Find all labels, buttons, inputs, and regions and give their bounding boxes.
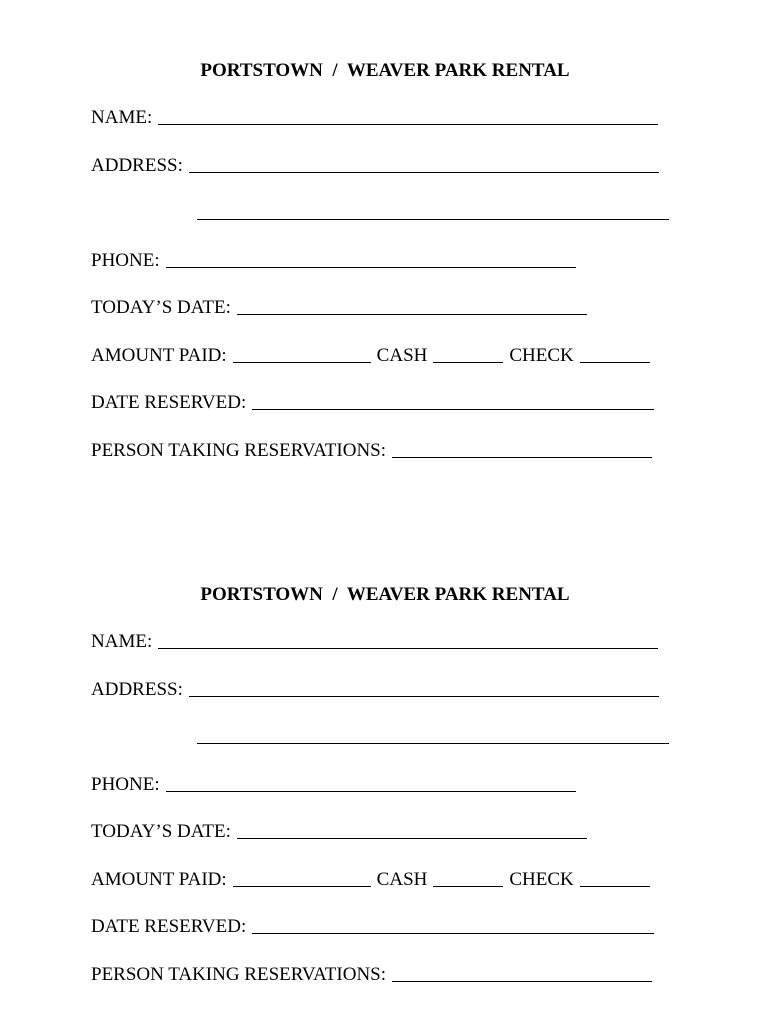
person-taking-row [91, 964, 652, 986]
amount-paid-label: AMOUNT PAID: [91, 345, 227, 366]
address-line-2[interactable] [197, 218, 669, 220]
cash-label: CASH [376, 345, 428, 366]
address-blank[interactable] [189, 680, 659, 697]
person-taking-blank[interactable] [392, 441, 652, 458]
address-row [91, 679, 659, 701]
date-reserved-label: DATE RESERVED: [91, 916, 247, 937]
phone-row [91, 250, 576, 272]
amount-paid-blank[interactable] [233, 870, 371, 887]
check-blank[interactable] [580, 870, 650, 887]
todays-date-blank[interactable] [237, 822, 587, 839]
name-label: NAME: [91, 631, 153, 652]
amount-paid-row [91, 345, 650, 367]
name-row [91, 631, 658, 653]
phone-row [91, 774, 576, 796]
cash-blank[interactable] [433, 870, 503, 887]
form-title: PORTSTOWN / WEAVER PARK RENTAL [200, 60, 570, 81]
check-blank[interactable] [580, 346, 650, 363]
form-title: PORTSTOWN / WEAVER PARK RENTAL [200, 584, 570, 605]
amount-paid-row [91, 869, 650, 891]
cash-label: CASH [376, 869, 428, 890]
phone-blank[interactable] [166, 775, 576, 792]
amount-paid-blank[interactable] [233, 346, 371, 363]
address-label: ADDRESS: [91, 679, 183, 700]
address-row [91, 155, 659, 177]
todays-date-label: TODAY’S DATE: [91, 297, 231, 318]
address-line-2[interactable] [197, 742, 669, 744]
phone-label: PHONE: [91, 774, 160, 795]
date-reserved-blank[interactable] [252, 393, 654, 410]
address-label: ADDRESS: [91, 155, 183, 176]
todays-date-label: TODAY’S DATE: [91, 821, 231, 842]
name-blank[interactable] [158, 108, 658, 125]
amount-paid-label: AMOUNT PAID: [91, 869, 227, 890]
date-reserved-blank[interactable] [252, 917, 654, 934]
todays-date-row [91, 297, 587, 319]
name-row [91, 107, 658, 129]
check-label: CHECK [509, 345, 574, 366]
todays-date-row [91, 821, 587, 843]
name-blank[interactable] [158, 632, 658, 649]
person-taking-blank[interactable] [392, 965, 652, 982]
person-taking-label: PERSON TAKING RESERVATIONS: [91, 440, 387, 461]
person-taking-label: PERSON TAKING RESERVATIONS: [91, 964, 387, 985]
check-label: CHECK [509, 869, 574, 890]
person-taking-row [91, 440, 652, 462]
cash-blank[interactable] [433, 346, 503, 363]
date-reserved-label: DATE RESERVED: [91, 392, 247, 413]
todays-date-blank[interactable] [237, 298, 587, 315]
date-reserved-row [91, 916, 654, 938]
phone-blank[interactable] [166, 251, 576, 268]
phone-label: PHONE: [91, 250, 160, 271]
date-reserved-row [91, 392, 654, 414]
address-blank[interactable] [189, 156, 659, 173]
name-label: NAME: [91, 107, 153, 128]
